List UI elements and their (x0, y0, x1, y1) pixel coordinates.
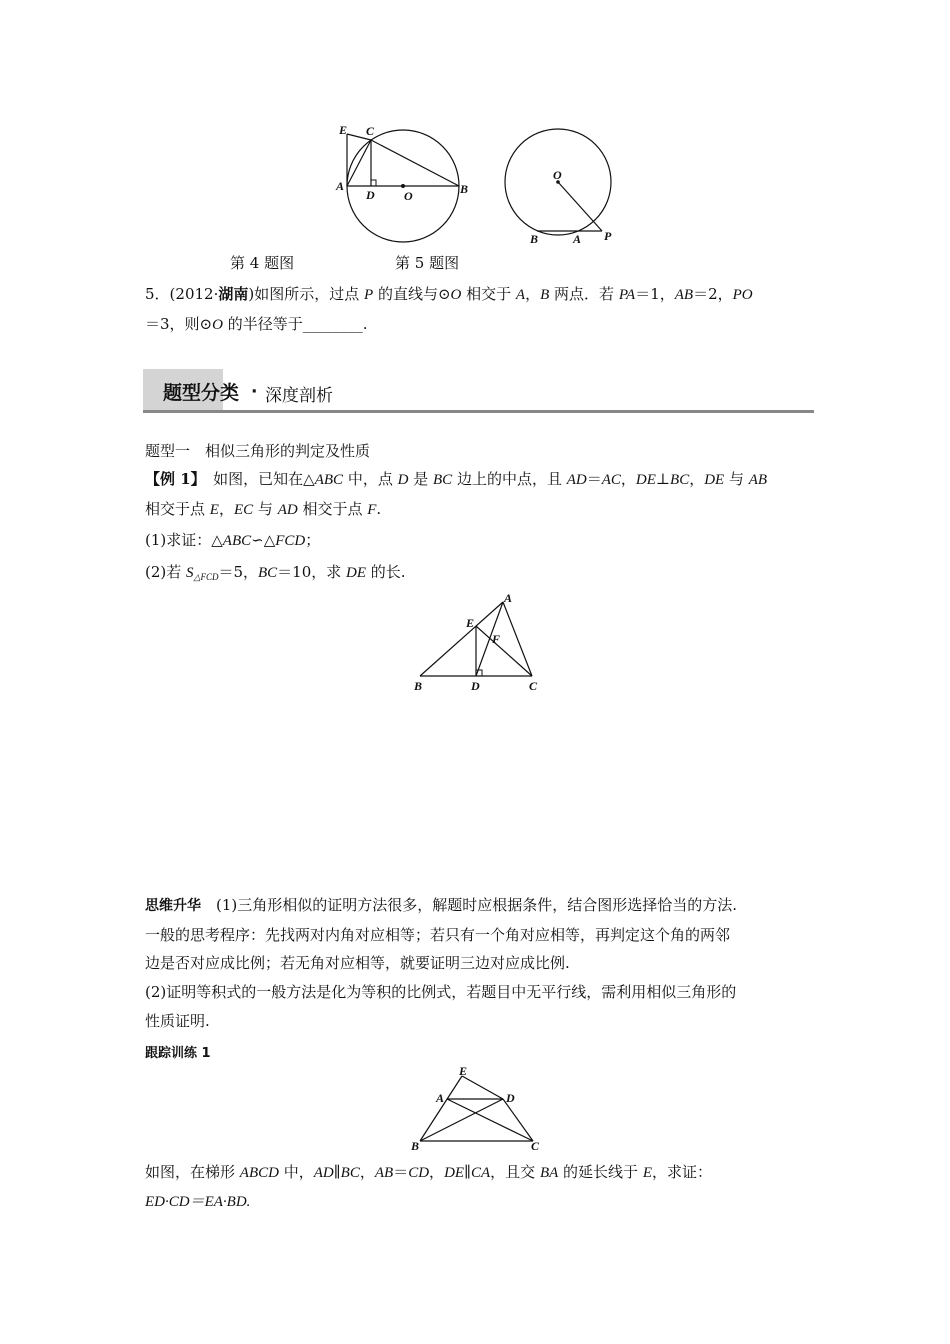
segment-ac (347, 140, 371, 186)
section-subtitle: 深度剖析 (265, 386, 333, 406)
label-a: A (336, 179, 345, 193)
text: 的长. (366, 563, 406, 581)
var: AD (277, 502, 298, 518)
text: 相交于点 (297, 500, 368, 518)
var: F (367, 502, 377, 518)
practice-1-line-1 (145, 1162, 712, 1183)
example-1-line-2 (145, 499, 381, 520)
var: CD (408, 1165, 430, 1181)
var: AC (601, 472, 621, 488)
text: ， (359, 1163, 375, 1181)
example-1-question-2 (145, 562, 406, 587)
text: ，且交 (490, 1163, 540, 1181)
label-o: O (553, 168, 562, 182)
label-c: C (529, 679, 538, 693)
var-b: B (540, 287, 550, 303)
section-header (143, 369, 814, 413)
var: FCD (275, 533, 306, 549)
problem-number: 5． (145, 285, 170, 303)
text: ∥ (464, 1163, 471, 1181)
text: ， (525, 285, 541, 303)
section-title: 题型分类 (163, 382, 240, 404)
figure-5-drawing (498, 122, 623, 247)
var: ABC (222, 533, 252, 549)
var: DE (346, 565, 367, 581)
var: D (397, 472, 409, 488)
figure-4-drawing (333, 122, 473, 252)
label-p: P (604, 229, 612, 243)
var-o: O (450, 287, 462, 303)
label-b: B (530, 232, 539, 246)
label-e: E (459, 1064, 468, 1078)
var: BC (340, 1165, 360, 1181)
right-angle-mark (371, 180, 376, 186)
var-o: O (212, 317, 223, 333)
reflection-line-1 (145, 895, 737, 916)
text: 的直线与⊙ (373, 285, 451, 303)
label-a: A (436, 1091, 445, 1105)
text: 与 (253, 500, 278, 518)
segment-ec (476, 626, 532, 676)
label-o: O (404, 189, 413, 203)
var: DE (635, 472, 656, 488)
text: ＝3，则⊙ (145, 315, 213, 333)
text: 的半径等于________. (222, 315, 368, 333)
text: 相交于 (461, 285, 516, 303)
var-a: A (515, 287, 526, 303)
text: 与 (724, 470, 749, 488)
text: ⊥ (655, 470, 671, 488)
label-c: C (531, 1139, 540, 1153)
reflection-line-2: 一般的思考程序：先找两对内角对应相等；若只有一个角对应相等，再判定这个角的两邻 (145, 926, 731, 944)
reflection-tag: 思维升华 (145, 898, 201, 914)
text: (2)若 (145, 563, 187, 581)
problem-5-line-1 (145, 284, 753, 305)
text: (1)求证：△ (145, 531, 223, 549)
text: ， (689, 470, 705, 488)
example-1-drawing (408, 590, 548, 695)
var: E (209, 502, 219, 518)
reflection-line-4: (2)证明等积式的一般方法是化为等积的比例式，若题目中无平行线，需利用相似三角形的 (145, 983, 737, 1001)
example-1-figure (408, 590, 548, 695)
var: BC (258, 565, 278, 581)
text: ， (218, 500, 234, 518)
var: AD (566, 472, 587, 488)
var: ABCD (239, 1165, 279, 1181)
text: ＝ (393, 1163, 409, 1181)
text: ＝2， (693, 285, 733, 303)
var: E (642, 1165, 652, 1181)
text: ∽△ (251, 531, 276, 549)
segment-ac (503, 602, 532, 676)
var: CA (471, 1165, 491, 1181)
center-point (401, 184, 405, 188)
source-region: 湖南 (218, 285, 249, 303)
text: ， (429, 1163, 445, 1181)
label-c: C (366, 124, 375, 138)
label-b: B (460, 182, 469, 196)
figure-4-caption: 第 4 题图 (230, 254, 295, 272)
section-dot: · (251, 382, 258, 402)
practice-1-drawing (405, 1062, 550, 1157)
var-p: P (364, 287, 374, 303)
label-f: F (492, 632, 501, 646)
text: ＝5， (218, 563, 258, 581)
var: DE (704, 472, 725, 488)
source-close: ) (248, 285, 255, 303)
text: 的延长线于 (558, 1163, 643, 1181)
practice-1-figure (405, 1062, 550, 1157)
text: . (376, 500, 382, 518)
type-1-heading: 题型一 相似三角形的判定及性质 (145, 442, 371, 460)
text: 如图所示，过点 (254, 285, 364, 303)
var: AB (748, 472, 768, 488)
text: ； (305, 531, 321, 549)
label-a: A (504, 591, 513, 605)
practice-1-line-2: ED·CD＝EA·BD. (145, 1194, 251, 1210)
var: EC (233, 502, 254, 518)
label-e: E (339, 123, 348, 137)
text: (1)三角形相似的证明方法很多，解题时应根据条件，结合图形选择恰当的方法. (201, 896, 738, 914)
var: BC (433, 472, 453, 488)
label-d: D (471, 679, 480, 693)
segment-dc (503, 1099, 533, 1141)
text: ＝ (586, 470, 602, 488)
var: AB (374, 1165, 394, 1181)
text: 两点．若 (549, 285, 619, 303)
figure-5 (498, 122, 623, 247)
text: ， (620, 470, 636, 488)
var: ABC (314, 472, 344, 488)
label-b: B (414, 679, 423, 693)
text: 如图，在梯形 (145, 1163, 240, 1181)
label-d: D (366, 188, 375, 202)
figure-4 (333, 122, 473, 252)
var-ab: AB (674, 287, 694, 303)
label-d: D (506, 1091, 515, 1105)
var: AD (313, 1165, 334, 1181)
label-a: A (573, 232, 582, 246)
reflection-line-5: 性质证明. (145, 1012, 210, 1030)
text: ＝10，求 (277, 563, 347, 581)
segment-be (420, 1076, 462, 1141)
text: 如图，已知在△ (198, 470, 315, 488)
subscript: △FCD (193, 572, 219, 582)
segment-ed (462, 1076, 503, 1099)
var: BC (670, 472, 690, 488)
var-pa: PA (618, 287, 636, 303)
label-b: B (411, 1139, 420, 1153)
label-e: E (466, 616, 475, 630)
figure-5-caption: 第 5 题图 (395, 254, 460, 272)
example-1-line-1 (145, 469, 767, 490)
text: 相交于点 (145, 500, 210, 518)
text: 中，点 (343, 470, 398, 488)
text: 中， (278, 1163, 314, 1181)
text: 边上的中点，且 (452, 470, 567, 488)
text: ＝1， (635, 285, 675, 303)
text: ∥ (333, 1163, 341, 1181)
var: BA (539, 1165, 559, 1181)
text: ，求证： (652, 1163, 713, 1181)
segment-op (558, 182, 602, 231)
var-po: PO (732, 287, 753, 303)
segment-cb (371, 140, 459, 186)
practice-1-heading: 跟踪训练 1 (145, 1046, 211, 1061)
var: S (186, 565, 194, 581)
problem-5-line-2 (145, 314, 368, 335)
var: DE (444, 1165, 465, 1181)
text: 是 (408, 470, 433, 488)
example-1-question-1 (145, 530, 320, 551)
reflection-line-3: 边是否对应成比例；若无角对应相等，就要证明三边对应成比例. (145, 954, 570, 972)
source-open: (2012· (169, 285, 219, 303)
example-tag: 【例 1】 (145, 470, 199, 488)
section-rule (143, 410, 814, 413)
